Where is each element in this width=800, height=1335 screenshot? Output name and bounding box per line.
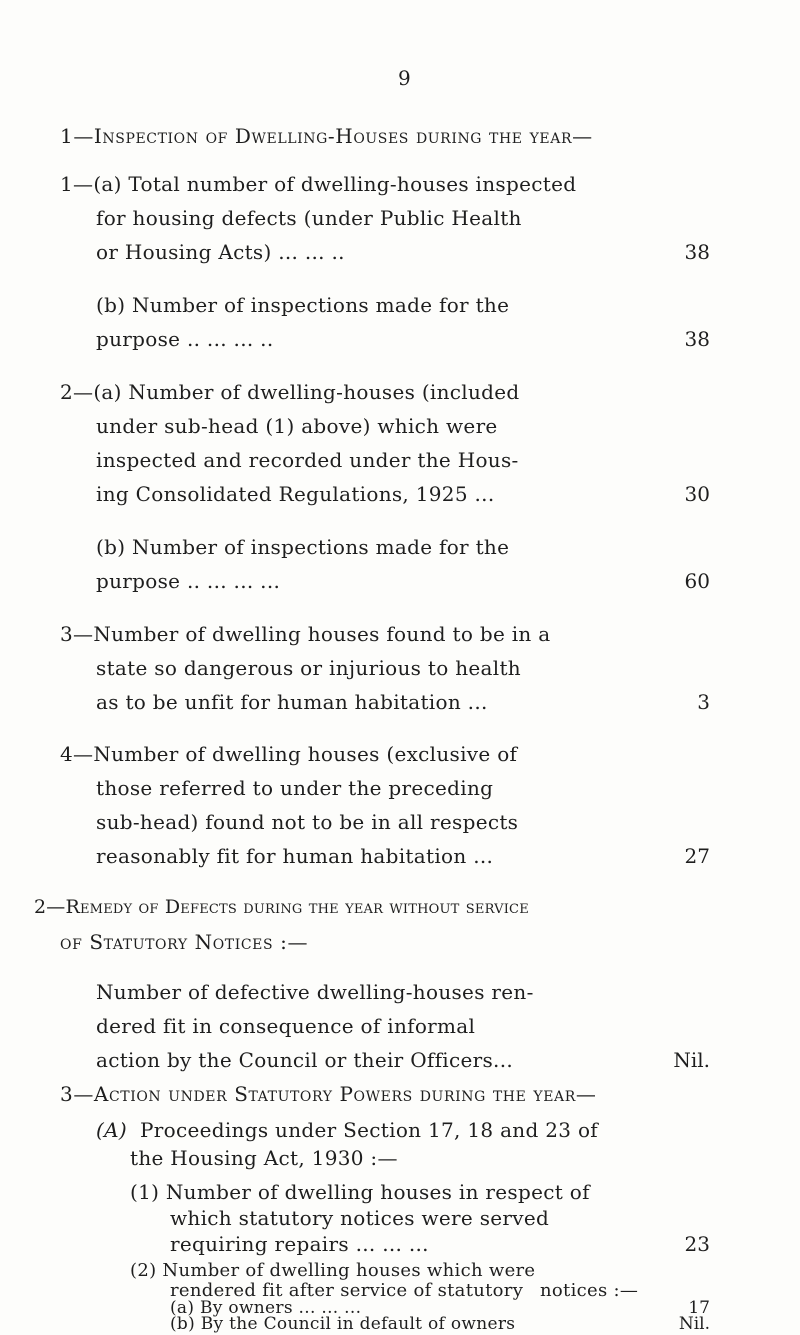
item-line: or Housing Acts) ... ... ..: [96, 240, 345, 264]
item-line: dered fit in consequence of informal: [96, 1014, 476, 1038]
item-value: 23: [684, 1232, 710, 1256]
item-line: sub-head) found not to be in all respects: [96, 810, 519, 834]
item-line: action by the Council or their Officers...: [96, 1048, 514, 1072]
item-value: 38: [684, 327, 710, 351]
item-line: ing Consolidated Regulations, 1925 ...: [96, 482, 495, 506]
item-line: (a) By owners ... ... ...: [170, 1298, 362, 1318]
item-line: rendered fit after service of statutory: [170, 1280, 524, 1301]
item-line: under sub-head (1) above) which were: [96, 414, 498, 438]
item-value: 30: [684, 482, 710, 506]
item-line: requiring repairs ... ... ...: [170, 1232, 429, 1256]
item-line: 1—(a) Total number of dwelling-houses inspected: [60, 172, 577, 196]
section-heading: 2—Remedy of Defects during the year without service: [34, 896, 529, 918]
item-line: notices :—: [540, 1280, 639, 1301]
subsection-line: the Housing Act, 1930 :—: [130, 1146, 398, 1170]
section-heading: of Statutory Notices :—: [60, 930, 309, 954]
subsection-label: (A): [96, 1118, 127, 1142]
item-line: (b) By the Council in default of owners: [170, 1314, 516, 1334]
item-line: 3—Number of dwelling houses found to be in a: [60, 622, 551, 646]
item-line: (b) Number of inspections made for the: [96, 293, 510, 317]
item-line: which statutory notices were served: [170, 1206, 550, 1230]
item-value: 17: [688, 1298, 710, 1318]
item-line: those referred to under the preceding: [96, 776, 494, 800]
item-line: for housing defects (under Public Health: [96, 206, 522, 230]
section-heading: 1—Inspection of Dwelling-Houses during the year—: [60, 124, 593, 148]
item-value: Nil.: [678, 1314, 710, 1334]
item-value: 38: [684, 240, 710, 264]
section-heading: 3—Action under Statutory Powers during the year—: [60, 1082, 597, 1106]
item-line: inspected and recorded under the Hous-: [96, 448, 519, 472]
subsection-line: Proceedings under Section 17, 18 and 23 of: [140, 1118, 598, 1142]
item-line: (b) Number of inspections made for the: [96, 535, 510, 559]
item-line: reasonably fit for human habitation ...: [96, 844, 494, 868]
item-line: 4—Number of dwelling houses (exclusive of: [60, 742, 518, 766]
item-line: (1) Number of dwelling houses in respect of: [130, 1180, 590, 1204]
page-number: 9: [398, 66, 411, 90]
item-value: 27: [684, 844, 710, 868]
item-line: (2) Number of dwelling houses which were: [130, 1260, 536, 1281]
item-value: 60: [684, 569, 710, 593]
item-line: purpose .. ... ... ..: [96, 327, 274, 351]
item-line: 2—(a) Number of dwelling-houses (included: [60, 380, 520, 404]
item-line: Number of defective dwelling-houses ren-: [96, 980, 534, 1004]
item-line: as to be unfit for human habitation ...: [96, 690, 488, 714]
item-line: purpose .. ... ... ...: [96, 569, 281, 593]
item-line: state so dangerous or injurious to health: [96, 656, 521, 680]
item-value: 3: [697, 690, 710, 714]
item-value: Nil.: [673, 1048, 710, 1072]
